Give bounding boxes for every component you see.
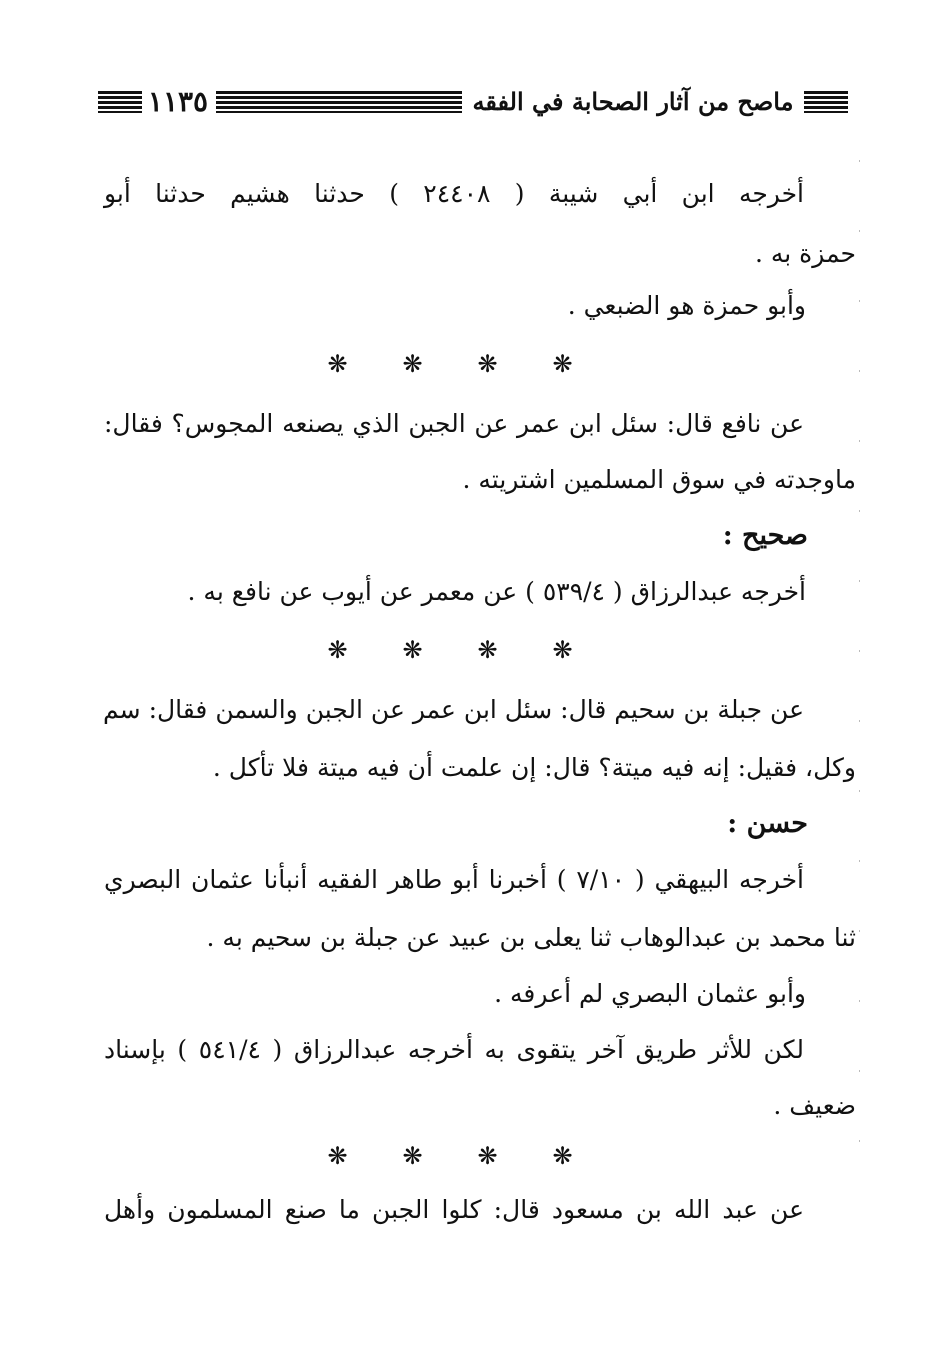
ornament-icon: ❋ xyxy=(552,636,573,664)
text-line: عن نافع قال: سئل ابن عمر عن الجبن الذي يصنعه المجوس؟ فقال: xyxy=(104,409,804,438)
section-divider xyxy=(300,632,600,668)
ornament-icon: ❋ xyxy=(402,636,423,664)
ornament-icon: ❋ xyxy=(477,636,498,664)
text-line: عن عبد الله بن مسعود قال: كلوا الجبن ما صنع المسلمون وأهل xyxy=(104,1195,804,1224)
ornament-icon: ❋ xyxy=(327,1142,348,1170)
ornament-icon: ❋ xyxy=(327,350,348,378)
text-line: أخرجه ابن أبي شيبة ( ٢٤٤٠٨ ) حدثنا هشيم حدثنا أبو xyxy=(104,179,804,208)
text-line: عن جبلة بن سحيم قال: سئل ابن عمر عن الجبن والسمن فقال: سم xyxy=(103,695,804,724)
ornament-icon: ❋ xyxy=(477,350,498,378)
running-title: ماصح من آثار الصحابة في الفقه xyxy=(472,87,794,116)
ornament-icon: ❋ xyxy=(477,1142,498,1170)
text-line: أخرجه البيهقي ( ٧/١٠ ) أخبرنا أبو طاهر الفقيه أنبأنا عثمان البصري xyxy=(104,865,804,894)
text-line: لكن للأثر طريق آخر يتقوى به أخرجه عبدالرزاق ( ٥٤١/٤ ) بإسناد xyxy=(104,1035,805,1064)
ornament-icon: ❋ xyxy=(552,350,573,378)
text-line: حمزة به . xyxy=(754,239,856,268)
section-divider xyxy=(300,1138,600,1174)
text-line: وأبو عثمان البصري لم أعرفه . xyxy=(494,979,806,1008)
ornament-icon: ❋ xyxy=(552,1142,573,1170)
grading-heading: صحيح : xyxy=(722,520,808,551)
grading-heading: حسن : xyxy=(727,808,808,839)
ornament-icon: ❋ xyxy=(327,636,348,664)
text-line: أخرجه عبدالرزاق ( ٥٣٩/٤ ) عن معمر عن أيوب عن نافع به . xyxy=(187,577,806,606)
text-line: ضعيف . xyxy=(773,1091,856,1120)
text-line: ماوجدته في سوق المسلمين اشتريته . xyxy=(462,465,856,494)
page-number: ١١٣٥ xyxy=(147,85,209,118)
text-line: ثنا محمد بن عبدالوهاب ثنا يعلى بن عبيد عن جبلة بن سحيم به . xyxy=(206,923,856,952)
section-divider xyxy=(300,346,600,382)
ornament-icon: ❋ xyxy=(402,350,423,378)
ornament-icon: ❋ xyxy=(402,1142,423,1170)
text-line: وكل، فقيل: إنه فيه ميتة؟ قال: إن علمت أن فيه ميتة فلا تأكل . xyxy=(212,753,856,782)
text-line: وأبو حمزة هو الضبعي . xyxy=(567,291,806,320)
